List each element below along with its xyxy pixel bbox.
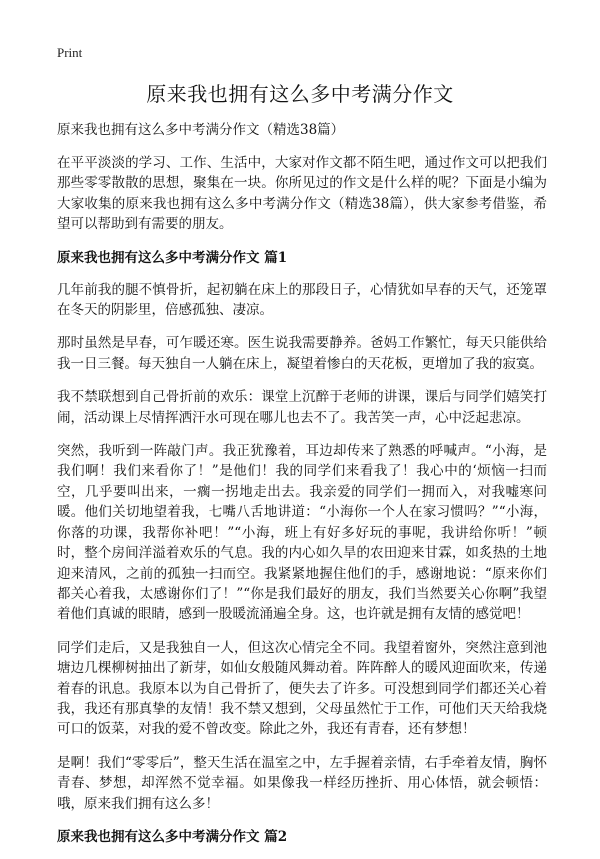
paragraph: 同学们走后，又是我独自一人，但这次心情完全不同。我望着窗外，突然注意到池塘边几棵柳树抽出了新芽，如仙女般随风舞动着。阵阵醉人的暖风迎面吹来，传递着春的讯息。我原本以为自己骨折了，便失去了许多。可没想到同学们都还关心着我，我还有那真挚的友情！我不禁又想到，父母虽然忙于工作，可他们天天给我烧可口的饭菜，对我的爱不曾改变。除此之外，我还有青春，还有梦想！	[57, 639, 547, 738]
article-subtitle: 原来我也拥有这么多中考满分作文（精选38篇）	[57, 122, 345, 138]
article-body	[57, 120, 547, 859]
section-heading-1: 原来我也拥有这么多中考满分作文 篇1	[57, 249, 288, 266]
paragraph: 那时虽然是早春，可乍暖还寒。医生说我需要静养。爸妈工作繁忙，每天只能供给我一日三餐。每天独自一人躺在床上，凝望着惨白的天花板，更增加了我的寂寞。	[57, 335, 547, 372]
paragraph: 几年前我的腿不慎骨折，起初躺在床上的那段日子，心情犹如早春的天气，还笼罩在冬天的阴影里，倍感孤独、凄凉。	[57, 281, 547, 319]
page-title: 原来我也拥有这么多中考满分作文	[146, 82, 454, 106]
paragraph: 突然，我听到一阵敲门声。我正犹豫着，耳边却传来了熟悉的呼喊声。“小海，是我们啊！我们来看你了！”是他们！我的同学们来看我了！我心中的‘烦恼一扫而空，几乎要叫出来，一瘸一拐地走出去。我亲爱的同学们一拥而入，对我嘘寒问暖。他们关切地望着我，七嘴八舌地讲道：“小海你一个人在家习惯吗？”“小海，你落的功课，我帮你补吧！”“小海，班上有好多好玩的事呢，我讲给你听！”顿时，整个房间洋溢着欢乐的气息。我的内心如久旱的农田迎来甘霖，如炙热的土地迎来清风，之前的孤独一扫而空。我紧紧地握住他们的手，感谢地说：“原来你们都关心着我，太感谢你们了！”“你是我们最好的朋友，我们当然要关心你啊”我望着他们真诚的眼睛，感到一股暖流涌遍全身。这，也许就是拥有友情的感觉吧！	[57, 443, 547, 623]
paragraph: 我不禁联想到自己骨折前的欢乐：课堂上沉醉于老师的讲课，课后与同学们嬉笑打闹，活动课上尽情挥洒汗水可现在哪儿也去不了。我苦笑一声，心中泛起悲凉。	[57, 389, 547, 426]
intro-paragraph: 在平平淡淡的学习、工作、生活中，大家对作文都不陌生吧，通过作文可以把我们那些零零散散的思想，聚集在一块。你所见过的作文是什么样的呢？下面是小编为大家收集的原来我也拥有这么多中考满分作文（精选38篇），供大家参考借鉴，希望可以帮助到有需要的朋友。	[57, 155, 547, 233]
section-heading-2: 原来我也拥有这么多中考满分作文 篇2	[57, 828, 288, 845]
print-link[interactable]: Print	[57, 45, 83, 60]
paragraph: 是啊！我们“零零后”，整天生活在温室之中，左手握着亲情，右手牵着友情，胸怀青春、梦想，却浑然不觉幸福。如果像我一样经历挫折、用心体悟，就会顿悟：哦，原来我们拥有这么多！	[57, 754, 547, 812]
